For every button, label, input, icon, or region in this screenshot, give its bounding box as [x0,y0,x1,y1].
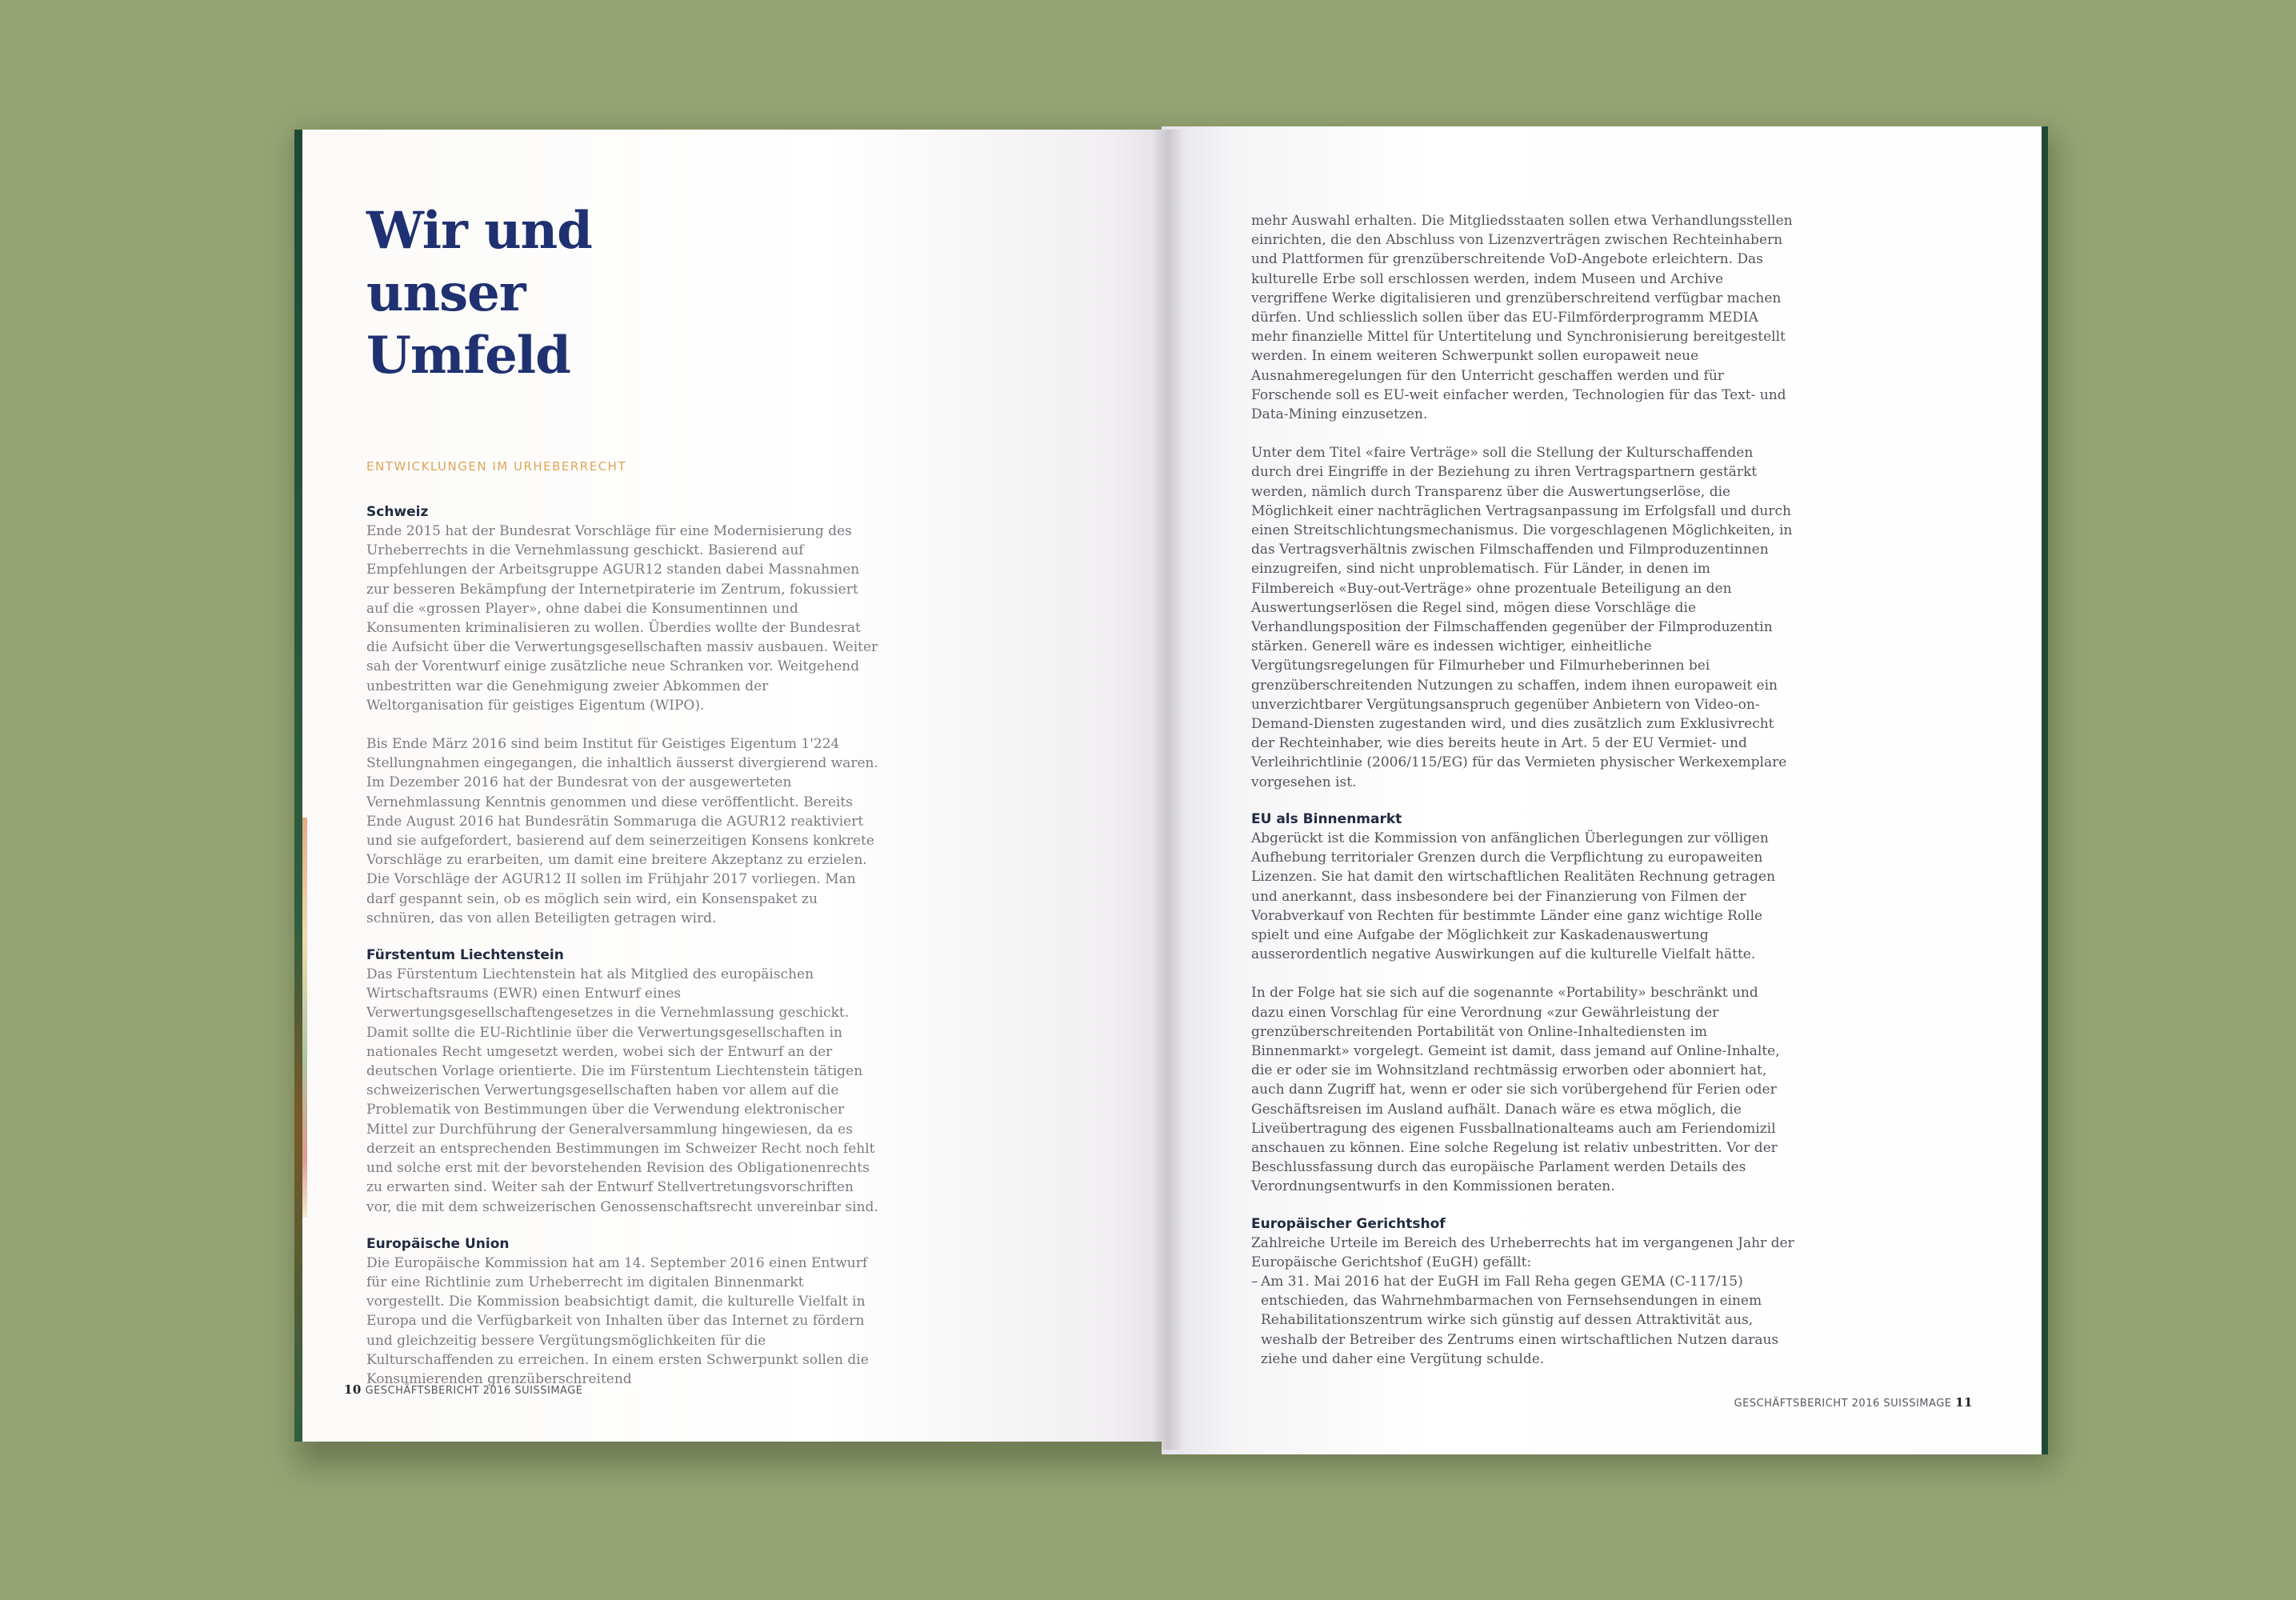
page-footer-left [344,1382,583,1397]
paragraph: Die Europäische Kommission hat am 14. September 2016 einen Entwurf für eine Richtlinie zum Urheberrecht im digitalen Binnenmarkt vorgestellt. Die Kommission beabsichtigt damit, die kulturelle Vielfalt in Europa und die Verfügbarkeit von Inhalten über das Internet zu fördern und gleichzeitig bessere Vergütungsmöglichkeiten für die Kulturschaffenden zu erreichen. In einem ersten Schwerpunkt sollen die Konsumierenden grenzüberschreitend [366,1254,869,1387]
section-heading-gerichtshof: Europäischer Gerichtshof [1251,1215,1446,1232]
bullet-marker: – [1251,1273,1258,1290]
section-heading-eu: Europäische Union [366,1235,510,1252]
paragraph: In der Folge hat sie sich auf die sogenannte «Portability» beschränkt und dazu einen Vorschlag für eine Verordnung «zur Gewährleistung der grenzüberschreitenden Portabilität von Online-Inhaltediensten im Binnenmarkt» vorgelegt. Gemeint ist damit, dass jemand auf Online-Inhalte, die er oder sie im Wohnsitzland rechtmässig erworben oder abonniert hat, auch dann Zugriff hat, wenn er oder sie sich vorübergehend für Ferien oder Geschäftsreisen im Ausland aufhält. Danach wäre es etwa möglich, die Liveübertragung des eigenen Fussballnationalteams auch am Feriendomizil anschauen zu können. Eine solche Regelung ist relativ unbestritten. Vor der Beschlussfassung durch das europäische Parlament werden Details des Verordnungsentwurfs in den Kommissionen beraten. [1251,985,1780,1195]
bullet-text: Am 31. Mai 2016 hat der EuGH im Fall Reha gegen GEMA (C-117/15) entschieden, das Wahrnehmbarmachen von Fernsehsendungen in einem Rehabilitationszentrum wirke sich günstig auf dessen Attraktivität aus, weshalb der Betreiber des Zentrums einen wirtschaftlichen Nutzen daraus ziehe und daher eine Vergütung schulde. [1261,1273,1779,1367]
page-number: 10 [344,1382,362,1397]
footer-text: GESCHÄFTSBERICHT 2016 SUISSIMAGE [1734,1398,1952,1410]
paragraph: Abgerückt ist die Kommission von anfänglichen Überlegungen zur völligen Aufhebung territorialer Grenzen durch die Verpflichtung zu europaweiten Lizenzen. Sie hat damit den wirtschaftlichen Realitäten Rechnung getragen und anerkannt, dass insbesondere bei der Finanzierung von Filmen der Vorabverkauf von Rechten für bestimmte Länder eine ganz wichtige Rolle spielt und eine Aufgabe der Möglichkeit zur Kaskadenauswertung ausserordentlich negative Auswirkungen auf die kulturelle Vielfalt hätte. [1251,830,1776,963]
section-kicker: ENTWICKLUNGEN IM URHEBERRECHT [366,459,627,474]
title-line: Umfeld [366,326,570,386]
right-page [1162,126,2042,1454]
paragraph: Das Fürstentum Liechtenstein hat als Mitglied des europäischen Wirtschaftsraums (EWR) einen Entwurf eines Verwertungsgesellschaftengesetzes in die Vernehmlassung geschickt. Damit sollte die EU-Richtlinie über die Verwertungsgesellschaften in nationales Recht umgesetzt werden, wobei sich der Entwurf an der deutschen Vorlage orientierte. Die im Fürstentum Liechtenstein tätigen schweizerischen Verwertungsgesellschaften haben vor allem auf die Problematik von Bestimmungen über die Verwendung elektronischer Mittel zur Durchführung der Generalversammlung hingewiesen, da es derzeit an entsprechenden Bestimmungen im Schweizer Recht noch fehlt und solche erst mit der bevorstehenden Revision des Obligationenrechts zu erwarten sind. Weiter sah der Entwurf Stellvertretungsvorschriften vor, die mit dem schweizerischen Genossenschaftsrecht unvereinbar sind. [366,966,878,1215]
footer-text: GESCHÄFTSBERICHT 2016 SUISSIMAGE [365,1385,583,1397]
right-text-column [1251,211,1795,1369]
paragraph: Zahlreiche Urteile im Bereich des Urheberrechts hat im vergangenen Jahr der Europäische Gerichtshof (EuGH) gefällt: [1251,1234,1794,1270]
page-number: 11 [1955,1395,1973,1410]
book-gutter [1152,130,1184,1450]
section-heading-schweiz: Schweiz [366,504,429,520]
page-footer-right [1734,1395,1974,1410]
title-line: Wir und [366,201,592,261]
page-edge-strip [302,818,307,1218]
title-line: unser [366,263,526,323]
page-title [366,200,592,387]
section-heading-binnenmarkt: EU als Binnenmarkt [1251,810,1402,827]
paragraph: mehr Auswahl erhalten. Die Mitgliedsstaaten sollen etwa Verhandlungsstellen einrichten, die den Abschluss von Lizenzverträgen zwischen Rechteinhabern und Plattformen für grenzüberschreitende VoD-Angebote erleichtern. Das kulturelle Erbe soll erschlossen werden, indem Museen und Archive vergriffene Werke digitalisieren und grenzüberschreitend verfügbar machen dürfen. Und schliesslich sollen über das EU-Filmförderprogramm MEDIA mehr finanzielle Mittel für Untertitelung und Synchronisierung bereitgestellt werden. In einem weiteren Schwerpunkt sollen europaweit neue Ausnahmeregelungen für den Unterricht geschaffen werden und für Forschende soll es EU-weit einfacher werden, Technologien für das Text- und Data-Mining einzusetzen. [1251,213,1793,423]
bullet-item [1251,1272,1795,1369]
left-page [302,130,1176,1442]
left-text-column [366,502,878,1389]
paragraph: Unter dem Titel «faire Verträge» soll die Stellung der Kulturschaffenden durch drei Eingriffe in der Beziehung zu ihren Vertragspartnern gestärkt werden, nämlich durch Transparenz über die Auswertungserlöse, die Möglichkeit einer nachträglichen Vertragsanpassung im Erfolgsfall und durch einen Streitschlichtungsmechanismus. Die vorgeschlagenen Möglichkeiten, in das Vertragsverhältnis zwischen Filmschaffenden und Filmproduzentinnen einzugreifen, sind nicht unproblematisch. Für Länder, in denen im Filmbereich «Buy-out-Verträge» ohne prozentuale Beteiligung an den Auswertungserlösen die Regel sind, mögen diese Vorschläge die Verhandlungsposition der Filmschaffenden gegenüber der Filmproduzentin stärken. Generell wäre es indessen wichtiger, einheitliche Vergütungsregelungen für Filmurheber und Filmurheberinnen bei grenzüberschreitenden Nutzungen zu schaffen, indem ihnen europaweit ein unverzichtbarer Vergütungsanspruch gegenüber Anbietern von Video-on-Demand-Diensten zugestanden wird, und dies zusätzlich zum Exklusivrecht der Rechteinhaber, wie dies bereits heute in Art. 5 der EU Vermiet- und Verleihrichtlinie (2006/115/EG) für das Vermieten physischer Werkexemplare vorgesehen ist. [1251,445,1793,790]
paragraph: Ende 2015 hat der Bundesrat Vorschläge für eine Modernisierung des Urheberrechts in die Vernehmlassung geschickt. Basierend auf Empfehlungen der Arbeitsgruppe AGUR12 standen dabei Massnahmen zur besseren Bekämpfung der Internetpiraterie im Zentrum, fokussiert auf die «grossen Player», ohne dabei die Konsumentinnen und Konsumenten kriminalisieren zu wollen. Überdies wollte der Bundesrat die Aufsicht über die Verwertungsgesellschaften massiv ausbauen. Weiter sah der Vorentwurf einige zusätzliche neue Schranken vor. Weitgehend unbestritten war die Genehmigung zweier Abkommen der Weltorganisation für geistiges Eigentum (WIPO). [366,523,878,714]
paragraph: Bis Ende März 2016 sind beim Institut für Geistiges Eigentum 1'224 Stellungnahmen eingegangen, die inhaltlich äusserst divergierend waren. Im Dezember 2016 hat der Bundesrat von der ausgewerteten Vernehmlassung Kenntnis genommen und diese veröffentlicht. Bereits Ende August 2016 hat Bundesrätin Sommaruga die AGUR12 reaktiviert und sie aufgefordert, basierend auf dem seinerzeitigen Konsens konkrete Vorschläge zu erarbeiten, um damit eine breitere Akzeptanz zu erzielen. Die Vorschläge der AGUR12 II sollen im Frühjahr 2017 vorliegen. Man darf gespannt sein, ob es möglich sein wird, ein Konsenspaket zu schnüren, das von allen Beteiligten getragen wird. [366,736,878,926]
section-heading-liechtenstein: Fürstentum Liechtenstein [366,947,564,964]
